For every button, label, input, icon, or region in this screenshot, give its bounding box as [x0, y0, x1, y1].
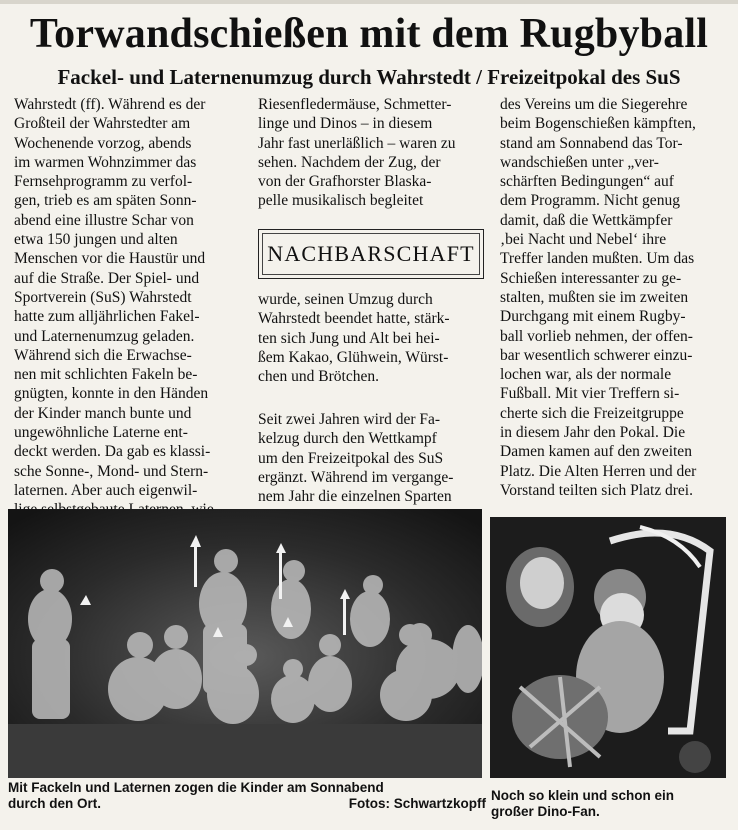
photo-child-in-stroller	[490, 517, 726, 778]
article-line: auf die Straße. Der Spiel- und	[14, 269, 200, 287]
article-line: des Vereins um die Siegerehre	[500, 96, 688, 113]
article-line: bar wesentlich schwerer einzu-	[500, 346, 693, 364]
article-line: stalten, mußten sie im zweiten	[500, 288, 689, 306]
article-line: Treffer landen mußten. Um das	[500, 250, 695, 268]
article-line: ergänzt. Während im vergange-	[258, 468, 454, 486]
article-line: hatte zum alljährlichen Fakel-	[14, 308, 200, 326]
page-edge	[0, 0, 738, 4]
article-line: Fernsehprogramm zu verfol-	[14, 173, 193, 191]
article-column-3	[500, 95, 730, 500]
article-line: ball vorlieb nehmen, der offen-	[500, 327, 693, 345]
article-line: dem Programm. Nicht genug	[500, 192, 680, 210]
article-line: lochen war, als der normale	[500, 366, 672, 384]
photo-caption-2-line-1: Noch so klein und schon ein	[491, 788, 675, 803]
article-line: schärften Bedingungen“ auf	[500, 173, 674, 191]
section-kicker-box	[258, 229, 484, 279]
photo-caption-2-line-2: großer Dino-Fan.	[491, 804, 600, 819]
article-line: Damen kamen auf den zweiten	[500, 443, 692, 461]
article-line: ten sich Jung und Alt bei hei-	[258, 329, 440, 347]
photo-caption-1	[8, 780, 486, 812]
article-line: von der Grafhorster Blaska-	[258, 173, 432, 191]
article-line: ungewöhnliche Laterne ent-	[14, 424, 188, 442]
article-line: beim Bogenschießen kämpften,	[500, 115, 696, 133]
article-line: ‚bei Nacht und Nebel‘ ihre	[500, 231, 667, 249]
article-column-2-top	[258, 95, 490, 211]
article-line: und Laternenumzug geladen.	[14, 327, 195, 345]
article-line: sche Sonne-, Mond- und Stern-	[14, 462, 209, 480]
article-line: damit, daß die Wettkämpfer	[500, 211, 673, 229]
article-line: abend eine illustre Schar von	[14, 211, 194, 229]
article-line: deckt werden. Da gab es klassi-	[14, 443, 211, 461]
article-line: Wochenende vorzog, abends	[14, 134, 192, 152]
article-line: stand am Sonnabend das Tor-	[500, 134, 683, 152]
article-column-2-middle	[258, 290, 490, 386]
article-line: um den Freizeitpokal des SuS	[258, 449, 444, 467]
article-line: Schießen interessanter zu ge-	[500, 269, 682, 287]
section-kicker-label: NACHBARSCHAFT	[267, 241, 475, 266]
photo-lantern-parade	[8, 509, 482, 778]
article-line: chen und Brötchen.	[258, 368, 379, 386]
article-line: Menschen vor die Haustür und	[14, 250, 206, 268]
article-line: etwa 150 jungen und alten	[14, 231, 178, 249]
article-line: Platz. Die Alten Herren und der	[500, 462, 697, 480]
article-line: cherte sich die Freizeitgruppe	[500, 404, 684, 422]
article-line: nem Jahr die einzelnen Sparten	[258, 488, 452, 506]
article-line: der Kinder manch bunte und	[14, 404, 192, 422]
article-line: in diesem Jahr den Pokal. Die	[500, 424, 686, 442]
article-line: Fußball. Mit vier Treffern si-	[500, 385, 680, 403]
article-line: wurde, seinen Umzug durch	[258, 291, 433, 308]
headline: Torwandschießen mit dem Rugbyball	[29, 11, 709, 57]
article-line: Wahrstedt (ff). Während es der	[14, 96, 206, 113]
article-line: Durchgang mit einem Rugby-	[500, 308, 686, 326]
article-line: gen, trieb es am späten Sonn-	[14, 192, 197, 210]
article-line: im warmen Wohnzimmer das	[14, 153, 197, 171]
photo-credit: Fotos: Schwartzkopff	[348, 796, 486, 811]
article-line: wandschießen unter „ver-	[500, 153, 659, 171]
article-line: laternen. Aber auch eigenwil-	[14, 481, 198, 499]
article-line: linge und Dinos – in diesem	[258, 115, 433, 133]
photo-caption-1-line-1: Mit Fackeln und Laternen zogen die Kinder am Sonnabend	[8, 780, 384, 795]
article-column-1	[14, 95, 248, 520]
article-line: pelle musikalisch begleitet	[258, 192, 424, 210]
article-line: gnügten, konnte in den Händen	[14, 385, 209, 403]
subheadline: Fackel- und Laternenumzug durch Wahrstedt / Freizeitpokal des SuS	[57, 65, 681, 89]
article-line: ßem Kakao, Glühwein, Würst-	[258, 348, 449, 366]
article-line: Riesenfledermäuse, Schmetter-	[258, 96, 452, 113]
article-line: kelzug durch den Wettkampf	[258, 430, 437, 448]
article-line: Großteil der Wahrstedter am	[14, 115, 191, 133]
article-line: Seit zwei Jahren wird der Fa-	[258, 411, 441, 428]
article-line: Sportverein (SuS) Wahrstedt	[14, 288, 192, 306]
article-column-2-bottom	[258, 410, 490, 506]
article-line: Vorstand teilten sich Platz drei.	[500, 481, 693, 499]
article-line: Während sich die Erwachse-	[14, 346, 192, 364]
article-line: Jahr fast unerläßlich – waren zu	[258, 134, 456, 152]
article-line: Wahrstedt beendet hatte, stärk-	[258, 310, 450, 328]
photo-caption-1-line-2: durch den Ort.	[8, 796, 102, 811]
article-line: nen mit schlichten Fakeln be-	[14, 366, 198, 384]
photo-caption-2	[491, 788, 729, 820]
article-line: sehen. Nachdem der Zug, der	[258, 153, 441, 171]
